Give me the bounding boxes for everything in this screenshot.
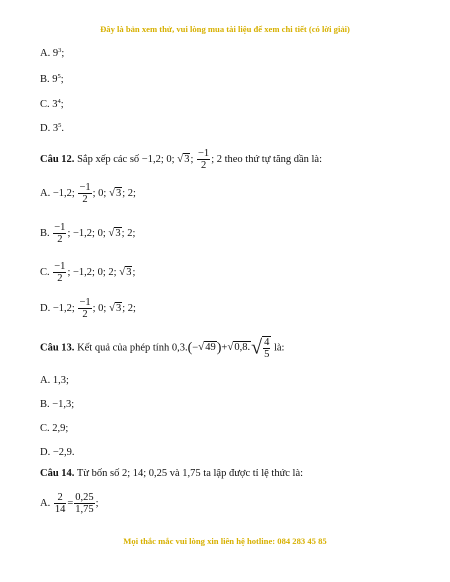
q11-option-b: B. $9^5$;	[40, 73, 64, 85]
q13-stem: Câu 13. Kết quả của phép tính 0,3.(−√49)+√0,8.√ $\frac{4}{5}$ là:	[40, 336, 285, 361]
q11-option-a: A. $9^3$;	[40, 47, 65, 59]
preview-banner: Đây là bản xem thử, vui lòng mua tài liệu để xem chi tiết (có lời giải)	[100, 24, 350, 34]
q14-stem: Câu 14. Từ bốn số 2; 14; 0,25 và 1,75 ta lập được tỉ lệ thức là:	[40, 468, 304, 479]
fraction-minus-one-half: $\frac{-1}{2}$	[198, 148, 210, 172]
q12-label: Câu 12.	[40, 153, 75, 165]
q12-option-d: D. −1,2; $\frac{-1}{2}$ ; 0; √3; 2;	[40, 297, 136, 321]
q13-option-a: A. 1,3;	[40, 375, 69, 386]
q13-option-c: C. 2,9;	[40, 423, 69, 434]
q13-option-b: B. −1,3;	[40, 399, 75, 410]
q12-stem: Câu 12. Sắp xếp các số −1,2; 0; √3; $\frac{-1}{2}$ ; 2 theo thứ tự tăng dần là:	[40, 148, 323, 172]
q13-label: Câu 13.	[40, 342, 75, 354]
q12-option-b: B. $\frac{-1}{2}$ ; −1,2; 0; √3; 2;	[40, 222, 136, 246]
q13-option-d: D. −2,9.	[40, 447, 75, 458]
sqrt-3: √3	[177, 152, 190, 165]
q14-option-a: A. $\frac{2}{14}$ = $\frac{0,25}{1,75}$ ;	[40, 492, 99, 516]
q14-label: Câu 14.	[40, 468, 75, 479]
q11-option-c: C. $3^4$;	[40, 98, 64, 110]
q12-option-c: C. $\frac{-1}{2}$ ; −1,2; 0; 2; √3;	[40, 261, 136, 285]
q11-option-d: D. $3^5$.	[40, 122, 64, 134]
hotline-banner: Mọi thắc mắc vui lòng xin liên hệ hotline: 084 283 45 85	[123, 536, 327, 546]
q12-option-a: A. −1,2; $\frac{-1}{2}$ ; 0; √3; 2;	[40, 182, 136, 206]
